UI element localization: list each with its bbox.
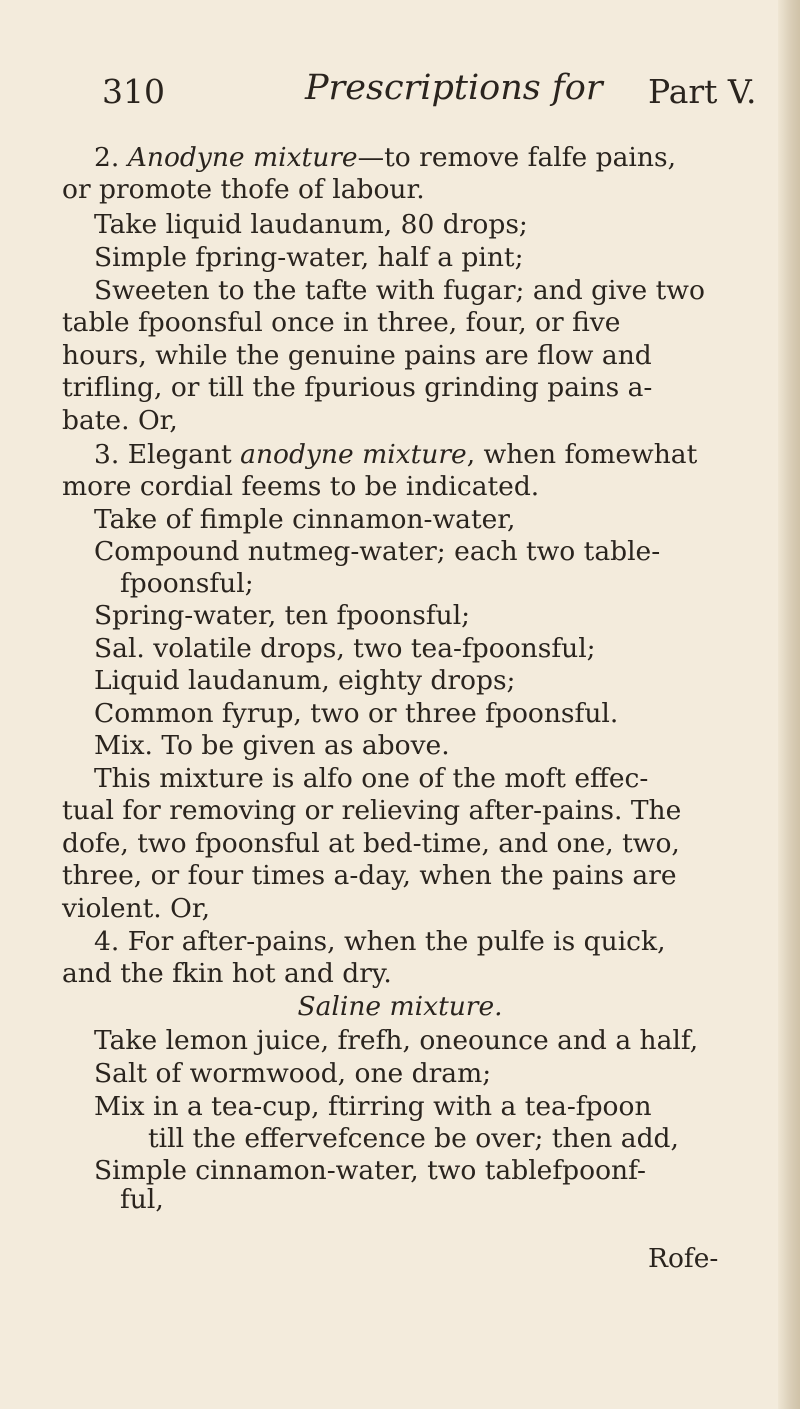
text-line: ful, — [120, 1184, 164, 1215]
text-line: fpoonsful; — [120, 568, 254, 599]
text-line: hours, while the genuine pains are flow and — [62, 340, 652, 371]
text-line: Mix. To be given as above. — [94, 730, 450, 761]
text-line: Sal. volatile drops, two tea-fpoonsful; — [94, 633, 596, 664]
item-3-intro: , when fomewhat — [466, 439, 698, 470]
text-line: Compound nutmeg-water; each two table- — [94, 536, 661, 567]
text-line: tual for removing or relieving after-pains. The — [62, 795, 682, 826]
section-heading-saline-mixture: Saline mixture. — [297, 991, 503, 1022]
text-line: Mix in a tea-cup, ftirring with a tea-fpoon — [94, 1091, 652, 1122]
text-line: Common fyrup, two or three fpoonsful. — [94, 698, 619, 729]
part-label: Part V. — [648, 72, 757, 111]
text-line: or promote thofe of labour. — [62, 174, 425, 205]
text-line: Take liquid laudanum, 80 drops; — [94, 209, 528, 240]
text-line: Spring-water, ten fpoonsful; — [94, 600, 471, 631]
text-line: Salt of wormwood, one dram; — [94, 1058, 492, 1089]
page-number: 310 — [102, 72, 165, 111]
text-line: dofe, two fpoonsful at bed-time, and one, two, — [62, 828, 680, 859]
text-line: and the fkin hot and dry. — [62, 958, 392, 989]
item-2-first-line — [94, 141, 676, 175]
text-line: table fpoonsful once in three, four, or five — [62, 307, 621, 338]
text-line: till the effervefcence be over; then add, — [148, 1123, 679, 1154]
text-line: three, or four times a-day, when the pains are — [62, 860, 677, 891]
text-line: trifling, or till the fpurious grinding pains a- — [62, 372, 653, 403]
text-line: Simple fpring-water, half a pint; — [94, 242, 524, 273]
text-line: Sweeten to the tafte with fugar; and give two — [94, 275, 705, 306]
text-line: 4. For after-pains, when the pulfe is quick, — [94, 926, 666, 957]
text-line: violent. Or, — [62, 893, 211, 924]
running-header — [0, 62, 800, 122]
item-2-intro: —to remove falfe pains, — [357, 142, 676, 173]
text-line: Take lemon juice, frefh, oneounce and a half, — [94, 1025, 699, 1056]
item-3-number: 3. Elegant — [94, 439, 232, 470]
running-title: Prescriptions for — [305, 68, 603, 108]
text-line: Take of fimple cinnamon-water, — [94, 504, 516, 535]
item-3-title: anodyne mixture — [240, 439, 467, 470]
page-edge-shadow — [778, 0, 800, 1409]
item-3-first-line — [94, 438, 697, 472]
catchword: Rofe- — [648, 1243, 719, 1274]
item-2-number: 2. — [94, 142, 120, 173]
item-2-title: Anodyne mixture — [127, 142, 358, 173]
text-line: more cordial feems to be indicated. — [62, 471, 540, 502]
text-line: bate. Or, — [62, 405, 178, 436]
text-line: Simple cinnamon-water, two tablefpoonf- — [94, 1155, 646, 1186]
text-line: This mixture is alfo one of the moft effec- — [94, 763, 649, 794]
text-line: Liquid laudanum, eighty drops; — [94, 665, 516, 696]
